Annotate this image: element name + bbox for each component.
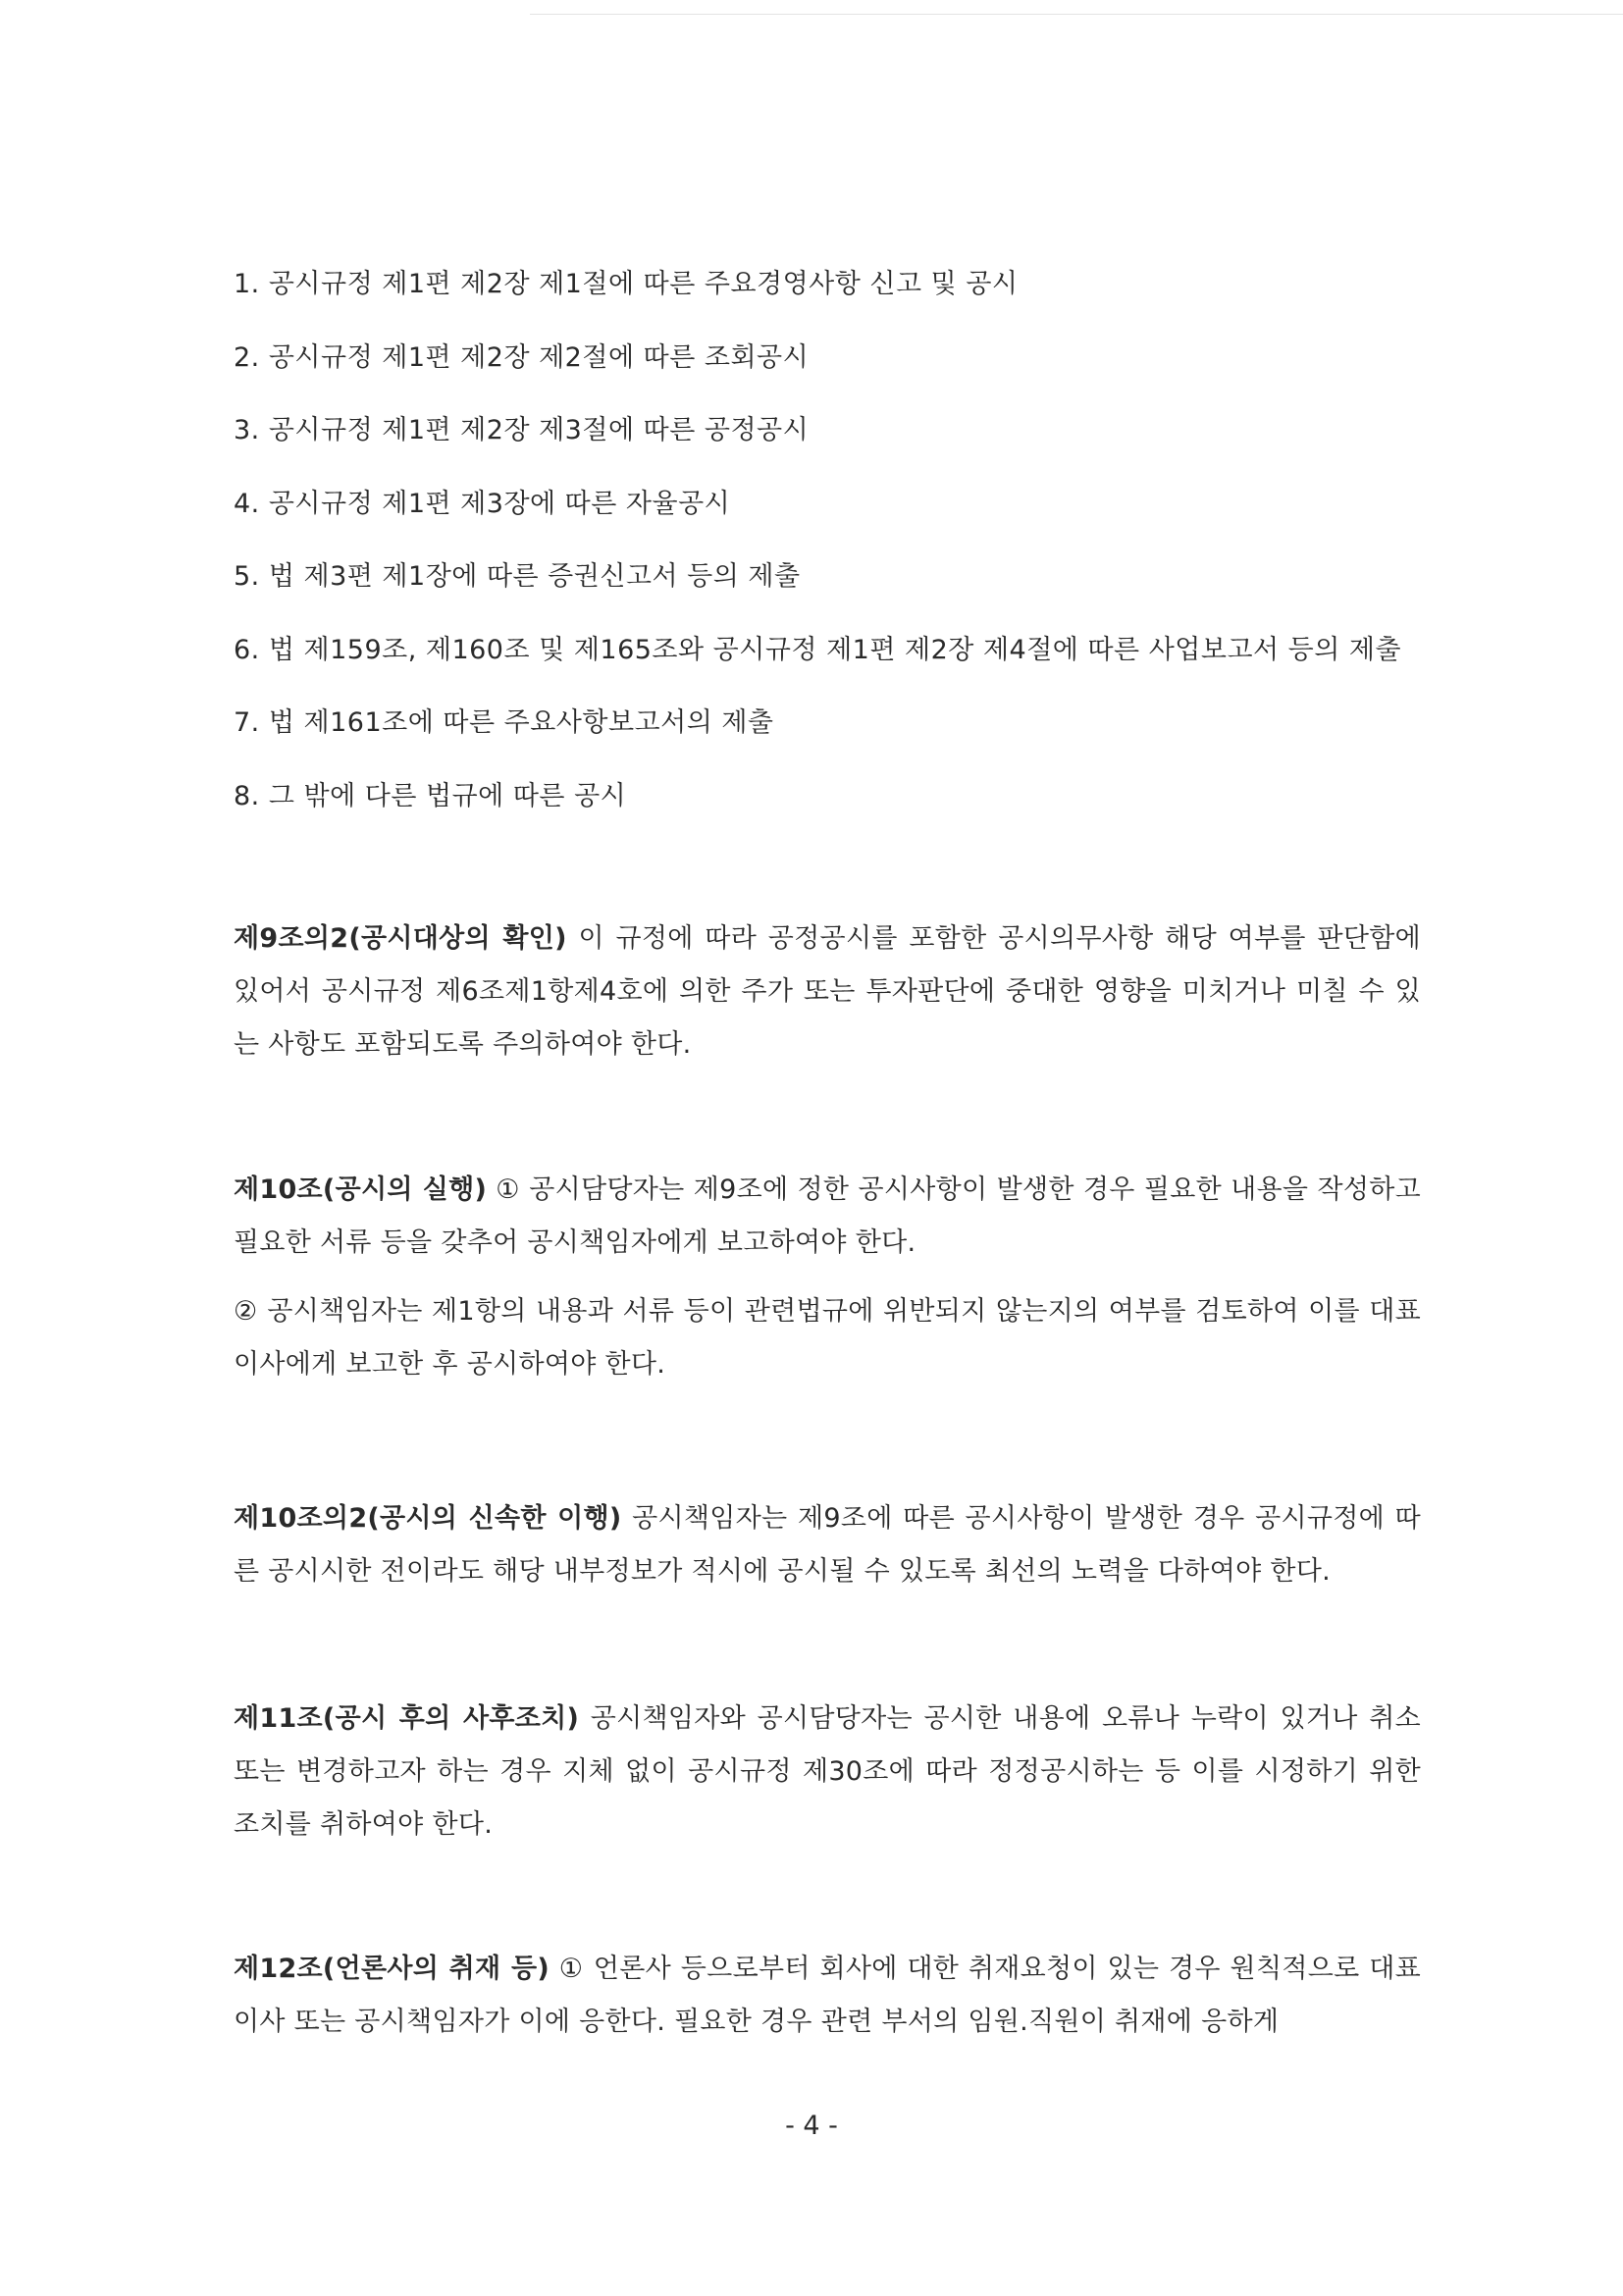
article-title: 제10조의2(공시의 신속한 이행) [234,1503,622,1534]
page-number: - 4 - [785,2111,838,2141]
scan-edge-line [530,14,1623,15]
article-text: 이 규정에 따라 공정공시를 포함한 공시의무사항 해당 여부를 판단함에 있어서 공시규정 제6조제1항제4호에 의한 주가 또는 투자판단에 중대한 영향을 미치거나 미칠 수 있는 사항도 포함되도록 주의하여야 한다. [234,923,1421,1060]
list-item: 5. 법 제3편 제1장에 따른 증권신고서 등의 제출 [234,561,801,592]
article-paragraph [234,1164,1421,1270]
article-paragraph [234,1492,1421,1598]
article-12 [234,1943,1421,2049]
article-text: ① 언론사 등으로부터 회사에 대한 취재요청이 있는 경우 원칙적으로 대표이사 또는 공시책임자가 이에 응한다. 필요한 경우 관련 부서의 임원.직원이 취재에 응하게 [234,1954,1421,2037]
article-paragraph [234,1943,1421,2049]
list-item: 2. 공시규정 제1편 제2장 제2절에 따른 조회공시 [234,341,810,373]
list-item: 4. 공시규정 제1편 제3장에 따른 자율공시 [234,488,731,519]
article-text: 공시책임자는 제9조에 따른 공시사항이 발생한 경우 공시규정에 따른 공시시한 전이라도 해당 내부정보가 적시에 공시될 수 있도록 최선의 노력을 다하여야 한다. [234,1503,1421,1587]
article-title: 제12조(언론사의 취재 등) [234,1954,550,1984]
list-item: 8. 그 밖에 다른 법규에 따른 공시 [234,780,627,811]
article-text: ① 공시담당자는 제9조에 정한 공시사항이 발생한 경우 필요한 내용을 작성하고 필요한 서류 등을 갖추어 공시책임자에게 보고하여야 한다. [234,1174,1421,1258]
list-item: 7. 법 제161조에 따른 주요사항보고서의 제출 [234,707,774,738]
article-title: 제9조의2(공시대상의 확인) [234,923,567,954]
article-11 [234,1693,1421,1852]
list-item: 3. 공시규정 제1편 제2장 제3절에 따른 공정공시 [234,415,810,445]
article-10-2 [234,1492,1421,1598]
article-10 [234,1164,1421,1391]
list-item: 6. 법 제159조, 제160조 및 제165조와 공시규정 제1편 제2장 제4절에 따른 사업보고서 등의 제출 [234,634,1402,665]
disclosure-type-list [234,265,1440,850]
article-paragraph [234,1693,1421,1852]
article-paragraph: ② 공시책임자는 제1항의 내용과 서류 등이 관련법규에 위반되지 않는지의 여부를 검토하여 이를 대표이사에게 보고한 후 공시하여야 한다. [234,1296,1421,1380]
article-title: 제11조(공시 후의 사후조치) [234,1703,580,1734]
article-text: 공시책임자와 공시담당자는 공시한 내용에 오류나 누락이 있거나 취소 또는 변경하고자 하는 경우 지체 없이 공시규정 제30조에 따라 정정공시하는 등 이를 시정하기 위한 조치를 취하여야 한다. [234,1703,1421,1840]
article-paragraph [234,913,1421,1071]
article-9-2 [234,913,1421,1071]
article-title: 제10조(공시의 실행) [234,1174,488,1205]
list-item: 1. 공시규정 제1편 제2장 제1절에 따른 주요경영사항 신고 및 공시 [234,269,1019,299]
